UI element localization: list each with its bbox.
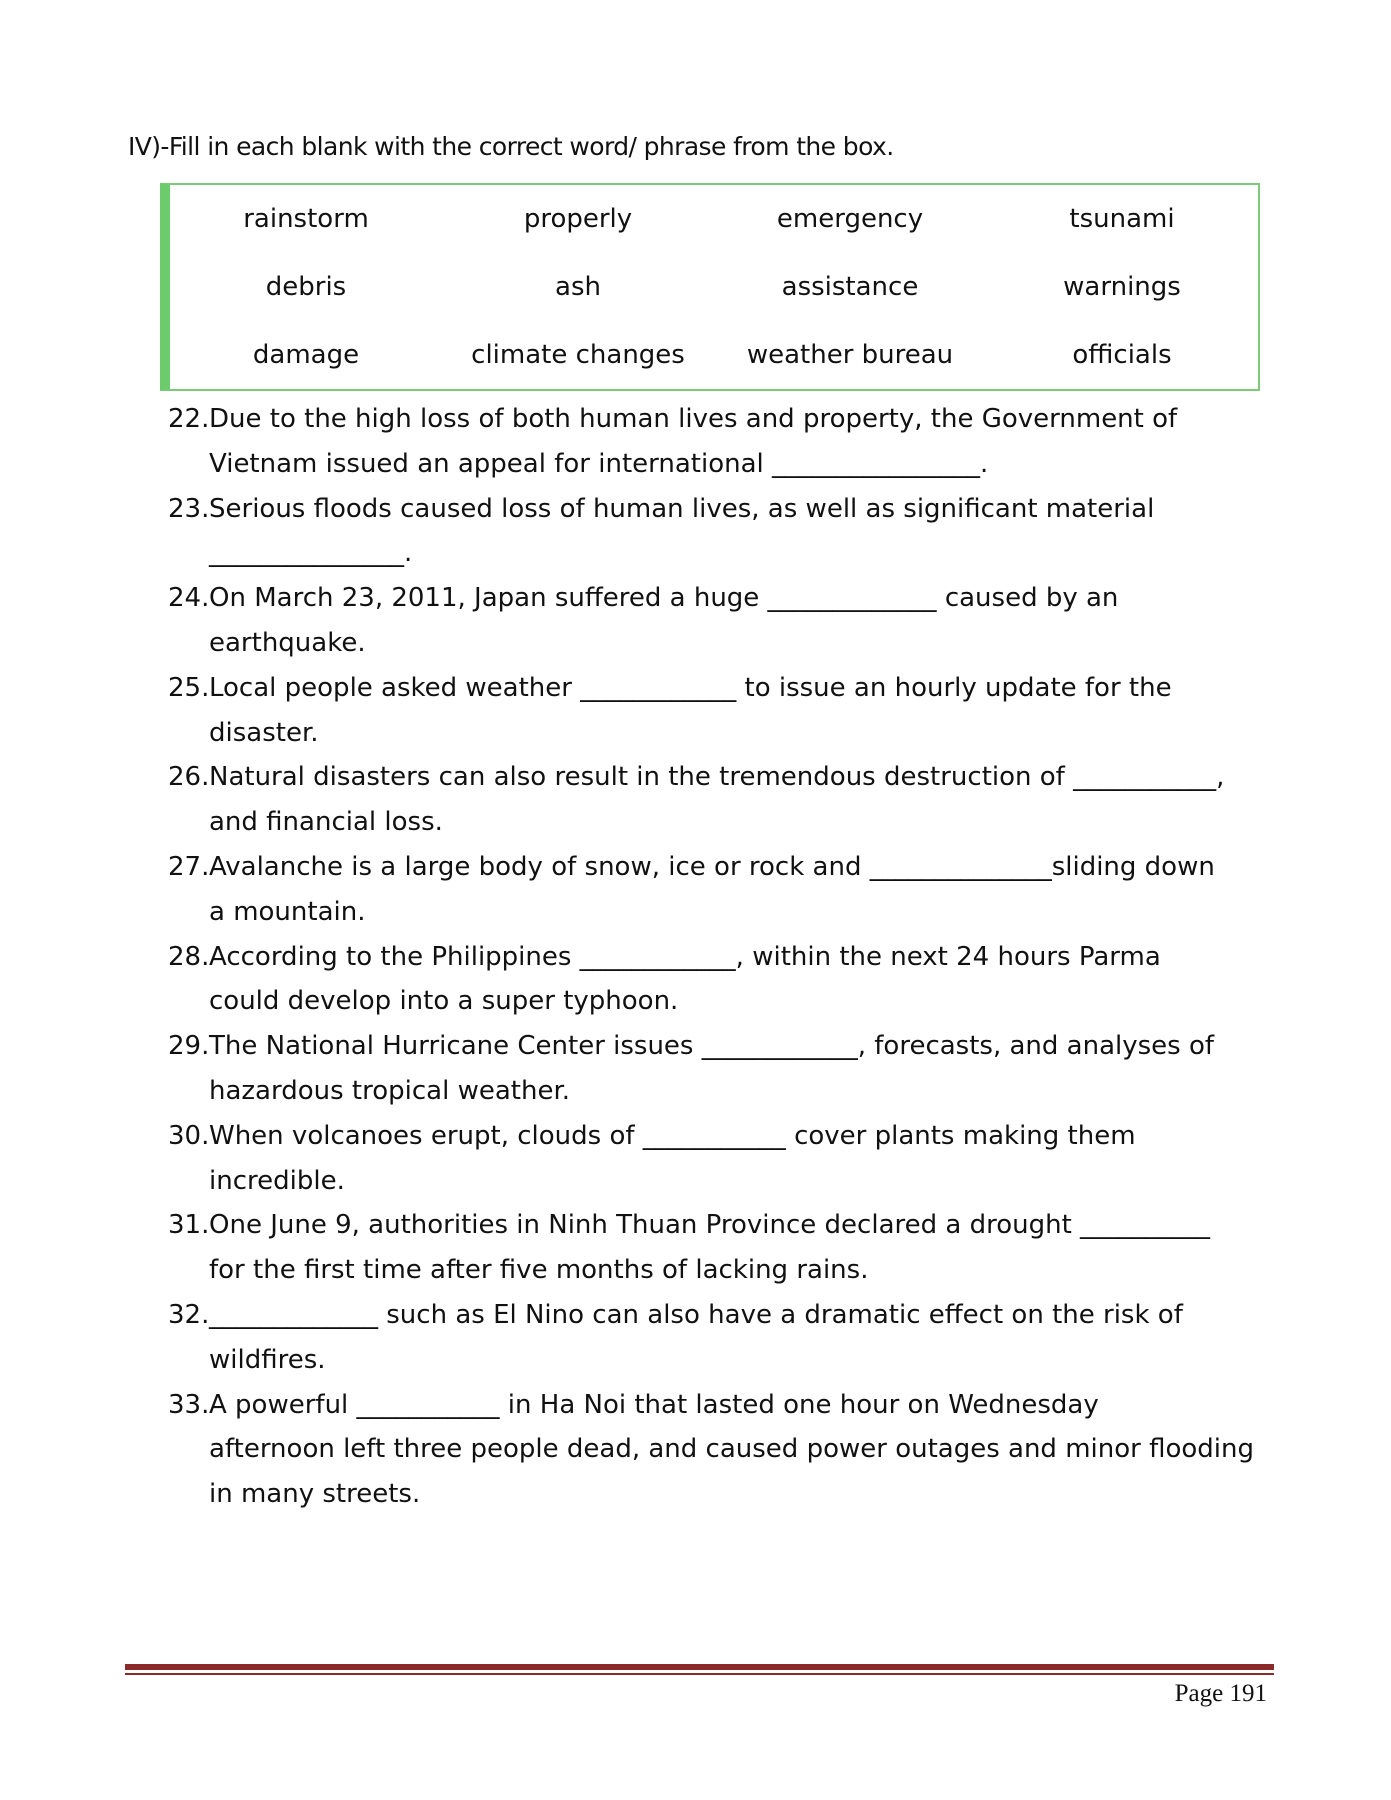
word-box	[160, 183, 1260, 391]
question-text: The National Hurricane Center issues ____________, forecasts, and analyses of	[209, 1031, 1215, 1062]
question-text: Avalanche is a large body of snow, ice or rock and ______________sliding down	[209, 851, 1215, 882]
question-text: for the first time after five months of lacking rains.	[209, 1255, 869, 1286]
question-text: Due to the high loss of both human lives and property, the Government of	[209, 404, 1178, 434]
question-text: On March 23, 2011, Japan suffered a huge _____________ caused by an	[209, 583, 1119, 614]
question-number: 29.	[168, 1031, 210, 1062]
word-box-item: emergency	[776, 204, 924, 234]
question-list	[168, 397, 1278, 1517]
question-text: _____________ such as El Nino can also have a dramatic effect on the risk of	[209, 1299, 1183, 1330]
question-text: incredible.	[209, 1165, 345, 1196]
question-item	[168, 1293, 1278, 1383]
question-number: 27.	[168, 851, 210, 882]
word-box-item: tsunami	[1069, 204, 1175, 234]
footer-divider	[125, 1664, 1274, 1670]
question-item	[168, 1024, 1278, 1114]
word-box-item: debris	[265, 272, 347, 302]
question-number: 25.	[168, 672, 210, 703]
question-item	[168, 755, 1278, 845]
question-text: A powerful ___________ in Ha Noi that lasted one hour on Wednesday	[209, 1389, 1099, 1420]
question-text: One June 9, authorities in Ninh Thuan Province declared a drought __________	[209, 1210, 1211, 1241]
question-text: When volcanoes erupt, clouds of ___________ cover plants making them	[209, 1120, 1136, 1151]
question-text: wildfires.	[209, 1344, 326, 1375]
question-text: afternoon left three people dead, and caused power outages and minor flooding	[209, 1434, 1254, 1465]
question-text: Local people asked weather ____________ to issue an hourly update for the	[209, 672, 1172, 703]
question-item	[168, 487, 1278, 577]
question-item	[168, 935, 1278, 1025]
question-text: a mountain.	[209, 896, 366, 927]
word-box-item: properly	[523, 204, 633, 234]
question-text: Serious floods caused loss of human lives, as well as significant material	[209, 493, 1155, 524]
question-number: 22.	[168, 404, 210, 434]
word-box-item: assistance	[781, 272, 919, 302]
question-text: Natural disasters can also result in the tremendous destruction of ___________,	[209, 762, 1225, 793]
word-box-item: climate changes	[471, 340, 685, 370]
question-item	[168, 1203, 1278, 1293]
question-text: disaster.	[209, 717, 319, 748]
footer-divider-thin	[125, 1673, 1274, 1675]
question-item	[168, 666, 1278, 756]
question-number: 24.	[168, 583, 210, 614]
question-number: 23.	[168, 493, 210, 524]
question-text: _______________.	[209, 538, 413, 569]
question-text: hazardous tropical weather.	[209, 1075, 571, 1106]
question-item	[168, 576, 1278, 666]
word-box-item: weather bureau	[746, 340, 954, 370]
word-box-item: officials	[1072, 340, 1172, 370]
question-item	[168, 1383, 1278, 1517]
question-number: 33.	[168, 1389, 210, 1420]
page-number: Page 191	[1174, 1680, 1267, 1707]
question-text: in many streets.	[209, 1479, 421, 1510]
question-item	[168, 1114, 1278, 1204]
question-number: 26.	[168, 762, 210, 793]
question-number: 31.	[168, 1210, 210, 1241]
question-text: and financial loss.	[209, 807, 443, 838]
word-box-item: damage	[252, 340, 360, 370]
question-number: 28.	[168, 941, 210, 972]
question-text: According to the Philippines ____________, within the next 24 hours Parma	[209, 941, 1161, 972]
question-text: earthquake.	[209, 627, 366, 658]
question-text: Vietnam issued an appeal for international ________________.	[209, 448, 989, 479]
word-box-item: ash	[555, 272, 601, 302]
question-item	[168, 397, 1278, 487]
word-box-item: warnings	[1063, 272, 1181, 302]
question-number: 32.	[168, 1299, 210, 1330]
question-number: 30.	[168, 1120, 210, 1151]
question-text: could develop into a super typhoon.	[209, 986, 679, 1017]
word-box-item: rainstorm	[243, 204, 369, 234]
exercise-heading: IV)-Fill in each blank with the correct word/ phrase from the box.	[128, 132, 894, 161]
question-item	[168, 845, 1278, 935]
